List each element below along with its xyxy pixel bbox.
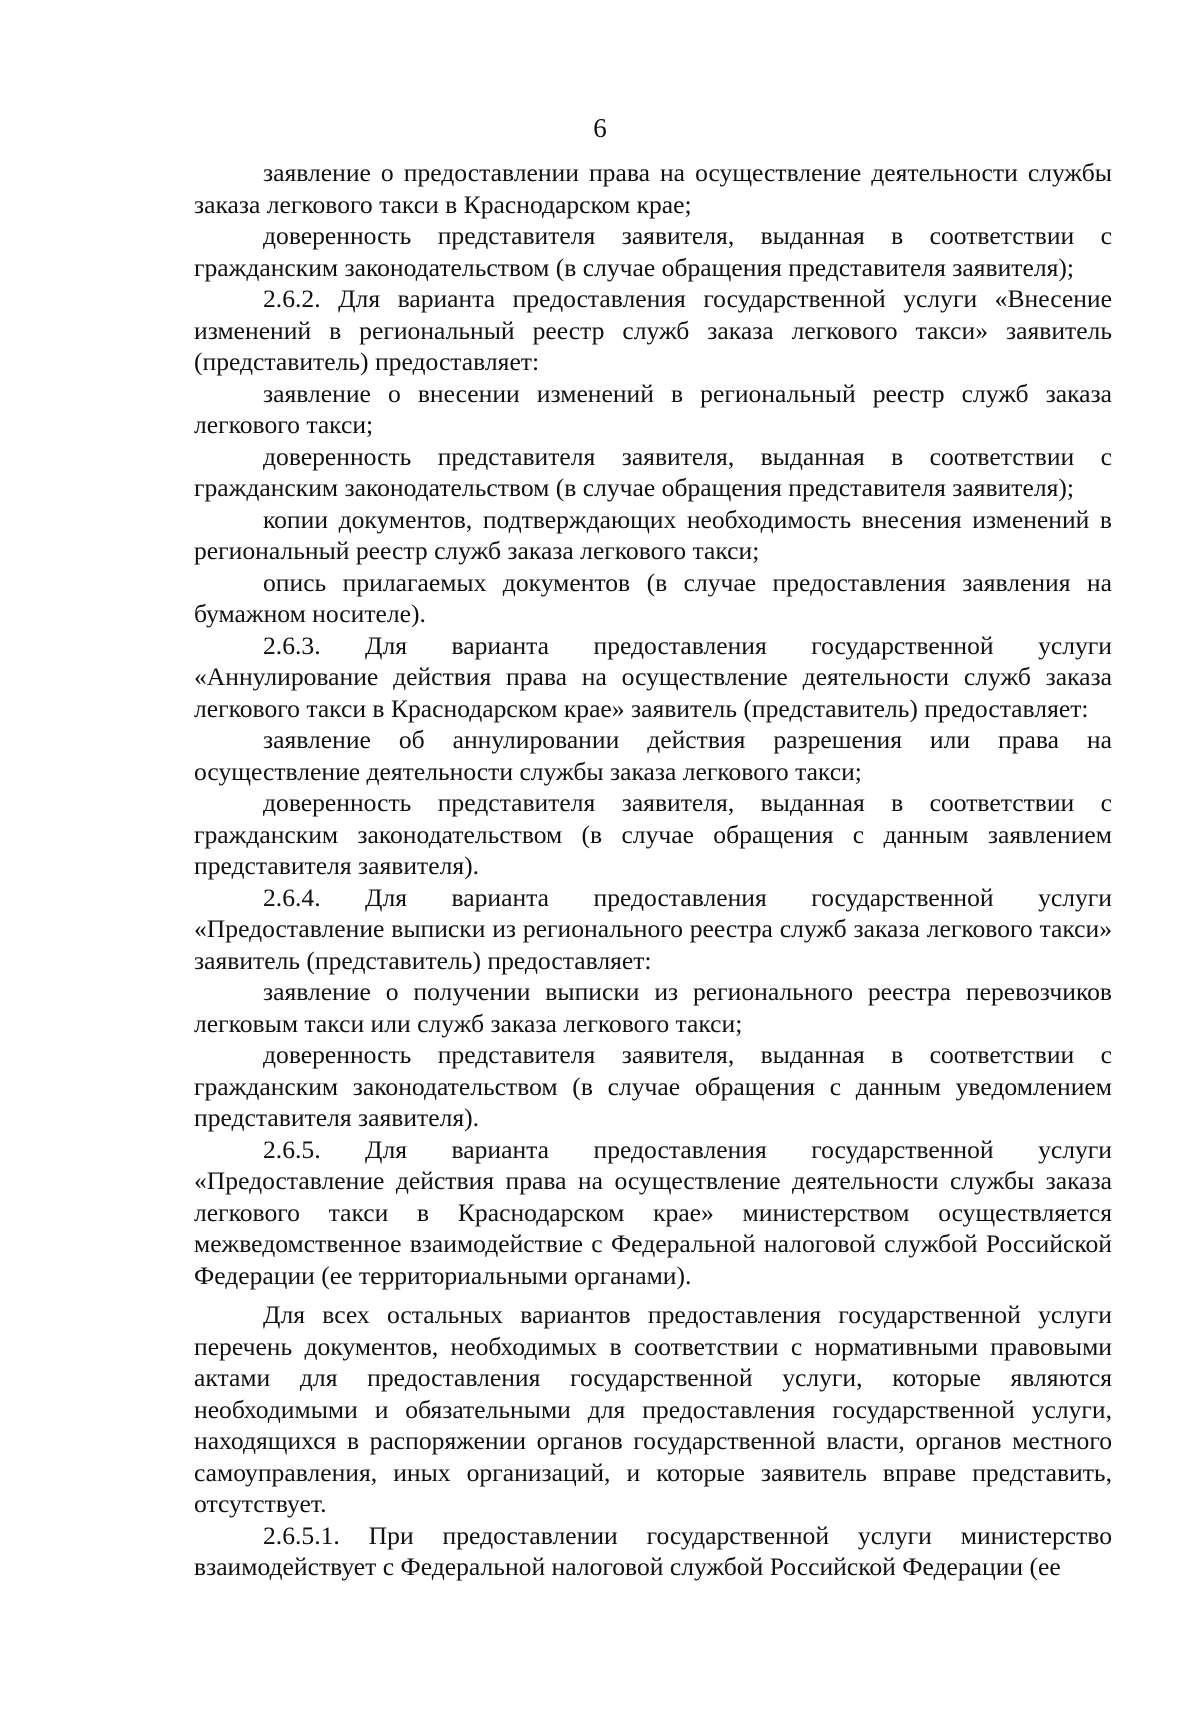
paragraph: копии документов, подтверждающих необходимость внесения изменений в региональный реестр служб заказа легкового такси; (194, 504, 1112, 565)
paragraph: доверенность представителя заявителя, выданная в соответствии с гражданским законодательством (в случае обращения представителя заявителя); (194, 441, 1112, 502)
paragraph: доверенность представителя заявителя, выданная в соответствии с гражданским законодательством (в случае обращения с данным уведомлением представителя заявителя). (194, 1040, 1112, 1132)
document-body (194, 157, 1112, 1583)
page-number: 6 (593, 113, 607, 143)
paragraph: 2.6.5. Для варианта предоставления государственной услуги «Предоставление действия права на осуществление деятельности службы заказа легкового такси в Краснодарском крае» министерством осуществляется межведомственное взаимодействие с Федеральной налоговой службой Российской Федерации (ее территориальными органами). (194, 1134, 1112, 1290)
paragraph: 2.6.2. Для варианта предоставления государственной услуги «Внесение изменений в региональный реестр служб заказа легкового такси» заявитель (представитель) предоставляет: (194, 284, 1112, 376)
paragraph: заявление о внесении изменений в региональный реестр служб заказа легкового такси; (194, 378, 1112, 439)
paragraph: 2.6.5.1. При предоставлении государственной услуги министерство взаимодействует с Федеральной налоговой службой Российской Федерации (ее (194, 1520, 1112, 1581)
paragraph: доверенность представителя заявителя, выданная в соответствии с гражданским законодательством (в случае обращения представителя заявителя); (194, 221, 1112, 282)
paragraph: заявление о предоставлении права на осуществление деятельности службы заказа легкового такси в Краснодарском крае; (194, 158, 1112, 219)
paragraph: опись прилагаемых документов (в случае предоставления заявления на бумажном носителе). (194, 567, 1112, 628)
paragraph: заявление о получении выписки из регионального реестра перевозчиков легковым такси или служб заказа легкового такси; (194, 977, 1112, 1038)
paragraph: 2.6.3. Для варианта предоставления государственной услуги «Аннулирование действия права на осуществление деятельности служб заказа легкового такси в Краснодарском крае» заявитель (представитель) предоставляет: (194, 630, 1112, 723)
paragraph: доверенность представителя заявителя, выданная в соответствии с гражданским законодательством (в случае обращения с данным заявлением представителя заявителя). (194, 788, 1112, 880)
paragraph: заявление об аннулировании действия разрешения или права на осуществление деятельности службы заказа легкового такси; (194, 725, 1112, 786)
paragraph: 2.6.4. Для варианта предоставления государственной услуги «Предоставление выписки из регионального реестра служб заказа легкового такси» заявитель (представитель) предоставляет: (194, 882, 1112, 975)
paragraph: Для всех остальных вариантов предоставления государственной услуги перечень документов, необходимых в соответствии с нормативными правовыми актами для предоставления государственной услуги, которые являются необходимыми и обязательными для предоставления государственной услуги, находящихся в распоряжении органов государственной власти, органов местного самоуправления, иных организаций, и которые заявитель вправе представить, отсутствует. (194, 1300, 1112, 1518)
